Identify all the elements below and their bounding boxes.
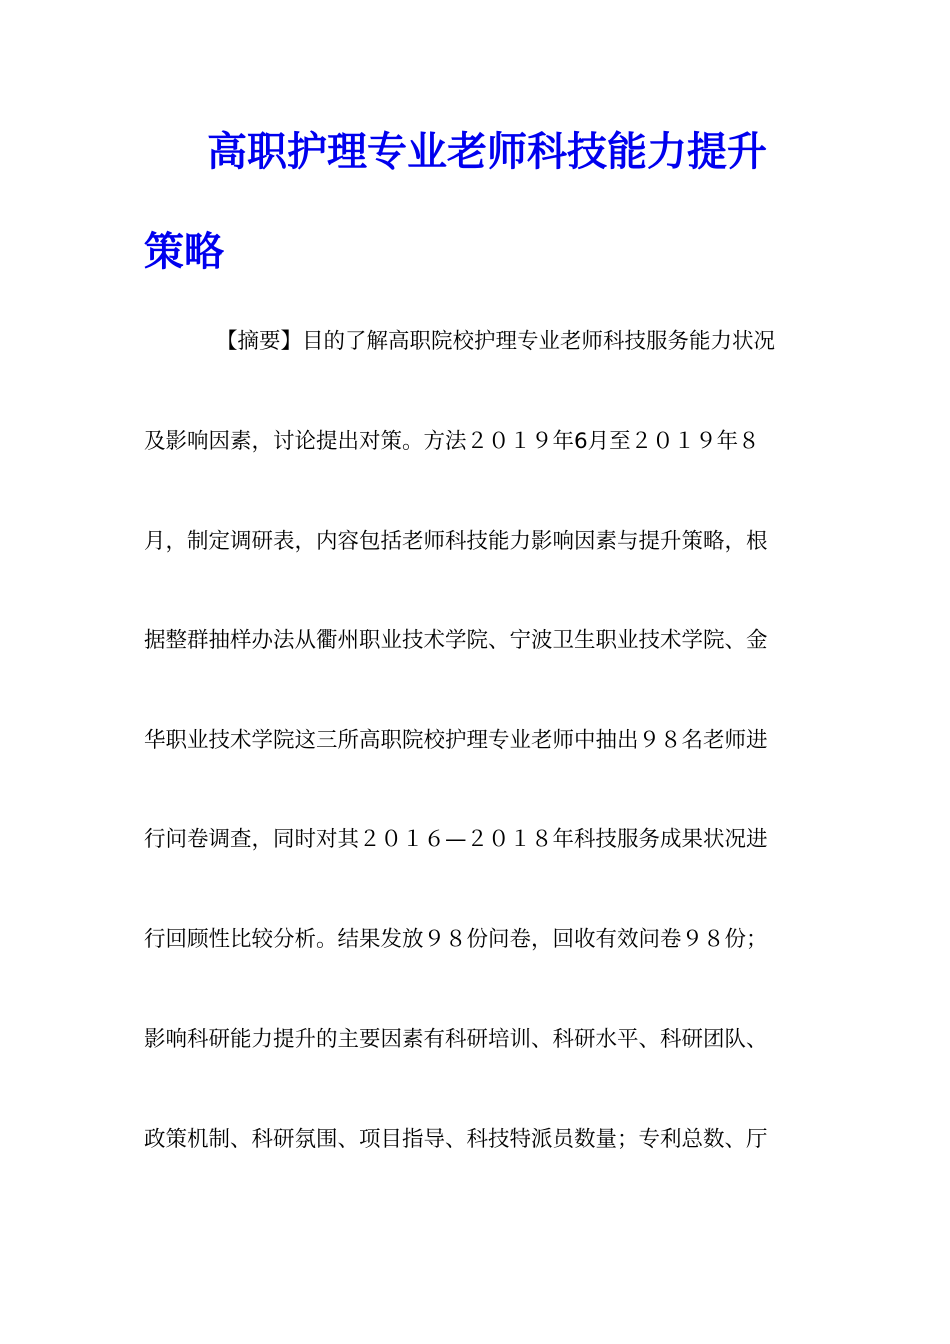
document-title-line-1: 高职护理专业老师科技能力提升 bbox=[207, 128, 767, 175]
abstract-line-6: 行问卷调查，同时对其２０１６—２０１８年科技服务成果状况进 bbox=[144, 827, 768, 852]
abstract-line-2: 及影响因素，讨论提出对策。方法２０１９年6月至２０１９年８ bbox=[144, 429, 760, 454]
document-title-line-2: 策略 bbox=[144, 228, 224, 275]
abstract-line-9: 政策机制、科研氛围、项目指导、科技特派员数量；专利总数、厅 bbox=[144, 1127, 768, 1152]
abstract-line-5: 华职业技术学院这三所高职院校护理专业老师中抽出９８名老师进 bbox=[144, 728, 768, 753]
abstract-line-1: 【摘要】目的了解高职院校护理专业老师科技服务能力状况 bbox=[216, 329, 776, 354]
abstract-line-3: 月，制定调研表，内容包括老师科技能力影响因素与提升策略，根 bbox=[144, 529, 768, 554]
abstract-line-4: 据整群抽样办法从衢州职业技术学院、宁波卫生职业技术学院、金 bbox=[144, 628, 768, 653]
abstract-line-7: 行回顾性比较分析。结果发放９８份问卷，回收有效问卷９８份； bbox=[144, 927, 768, 952]
abstract-line-8: 影响科研能力提升的主要因素有科研培训、科研水平、科研团队、 bbox=[144, 1027, 768, 1052]
